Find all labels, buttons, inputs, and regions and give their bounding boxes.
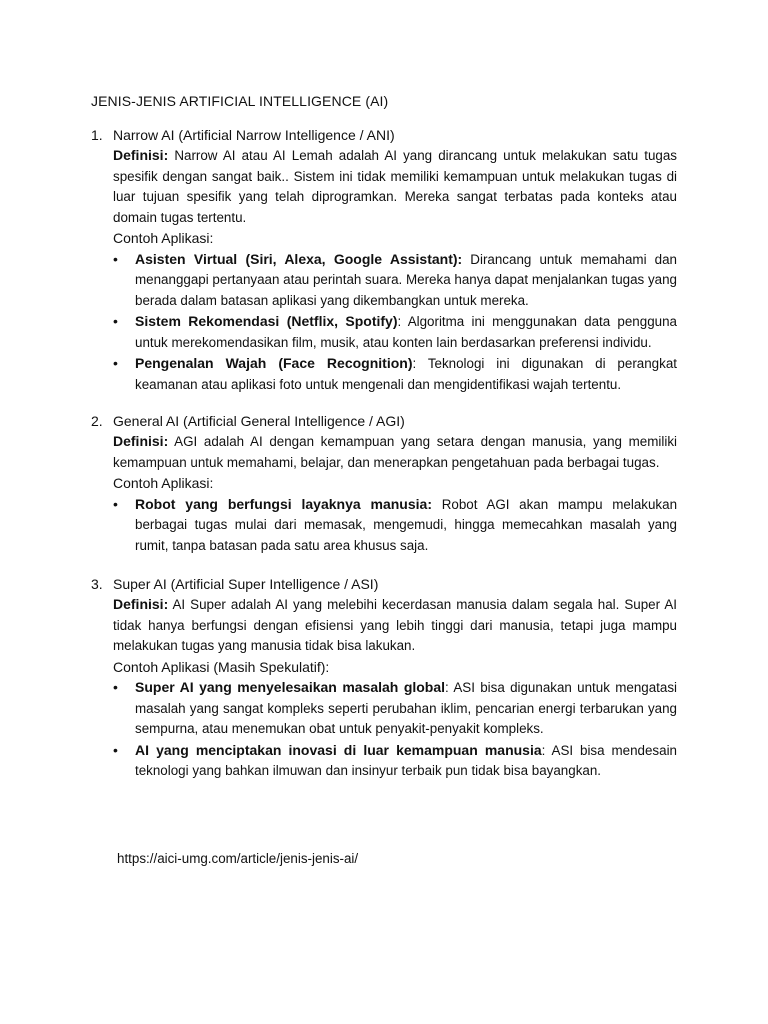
list-item — [113, 353, 677, 395]
list-item — [113, 677, 677, 740]
definition-text: AGI adalah AI dengan kemampuan yang setara dengan manusia, yang memiliki kemampuan untuk memahami, belajar, dan menerapkan pengetahuan pada berbagai tugas. — [113, 434, 677, 470]
bullet-icon: • — [113, 679, 118, 695]
section-title: General AI (Artificial General Intelligence / AGI) — [113, 413, 405, 429]
definition-label: Definisi: — [113, 433, 169, 449]
example-list — [113, 494, 677, 557]
source-url: https://aici-umg.com/article/jenis-jenis-ai/ — [117, 851, 359, 866]
bullet-lead: Pengenalan Wajah (Face Recognition) — [135, 355, 413, 371]
bullet-icon: • — [113, 495, 118, 512]
bullet-lead: Robot yang berfungsi layaknya manusia: — [135, 495, 432, 512]
definition-text: Narrow AI atau AI Lemah adalah AI yang dirancang untuk melakukan satu tugas spesifik dengan sangat baik.. Sistem ini tidak memiliki kemampuan untuk melakukan tugas di luar tujuan spesifik yang telah diprogramkan. Mereka sangat terbatas pada konteks atau domain tugas tertentu. — [113, 148, 677, 225]
bullet-lead: AI yang menciptakan inovasi di luar kemampuan manusia — [135, 741, 542, 758]
section-number: 3. — [91, 576, 103, 592]
bullet-text: : ASI bisa mendesain teknologi yang bahkan ilmuwan dan insinyur terbaik pun tidak bisa bayangkan. — [135, 742, 677, 778]
definition-text: AI Super adalah AI yang melebihi kecerdasan manusia dalam segala hal. Super AI tidak hanya berfungsi dengan efisiensi yang lebih tinggi dari manusia, tetapi juga mampu melakukan tugas yang manusia tidak bisa lakukan. — [113, 597, 677, 653]
bullet-lead: Super AI yang menyelesaikan masalah global — [135, 679, 446, 695]
section-heading — [91, 125, 677, 145]
definition-paragraph — [113, 594, 677, 657]
bullet-icon: • — [113, 741, 118, 758]
bullet-text: Dirancang untuk memahami dan menanggapi pertanyaan atau perintah suara. Mereka hanya dapat menjalankan tugas yang berada dalam batasan aplikasi yang dikembangkan untuk mereka. — [135, 251, 677, 308]
section-number: 2. — [91, 413, 103, 429]
examples-heading: Contoh Aplikasi: — [113, 475, 214, 491]
bullet-icon: • — [113, 355, 118, 371]
document-title: JENIS-JENIS ARTIFICIAL INTELLIGENCE (AI) — [91, 93, 389, 109]
section-number: 1. — [91, 127, 103, 143]
definition-label: Definisi: — [113, 596, 169, 612]
example-list — [113, 677, 677, 782]
bullet-text: : Teknologi ini digunakan di perangkat keamanan atau aplikasi foto untuk mengenali dan mengidentifikasi wajah tertentu. — [135, 356, 677, 392]
section-title: Narrow AI (Artificial Narrow Intelligence / ANI) — [113, 127, 395, 143]
example-list — [113, 249, 677, 396]
section-general-ai — [91, 411, 677, 556]
list-item — [113, 494, 677, 557]
section-super-ai — [91, 574, 677, 782]
examples-heading: Contoh Aplikasi: — [113, 230, 214, 246]
bullet-icon: • — [113, 250, 118, 267]
definition-paragraph — [113, 145, 677, 228]
list-item — [113, 740, 677, 782]
bullet-lead: Asisten Virtual (Siri, Alexa, Google Assistant): — [135, 250, 463, 267]
bullet-lead: Sistem Rekomendasi (Netflix, Spotify) — [135, 313, 398, 329]
bullet-text: : ASI bisa digunakan untuk mengatasi masalah yang sangat kompleks seperti perubahan iklim, pencarian energi terbarukan yang sempurna, atau menemukan obat untuk penyakit-penyakit kompleks. — [135, 680, 678, 736]
list-item — [113, 311, 677, 353]
definition-label: Definisi: — [113, 147, 169, 163]
definition-paragraph — [113, 431, 677, 473]
section-heading — [91, 574, 677, 594]
section-narrow-ai — [91, 125, 677, 395]
bullet-icon: • — [113, 313, 118, 329]
section-heading — [91, 411, 677, 431]
list-item — [113, 249, 677, 312]
examples-heading: Contoh Aplikasi (Masih Spekulatif): — [113, 658, 330, 675]
bullet-text: Robot AGI akan mampu melakukan berbagai tugas mulai dari memasak, mengemudi, hingga memecahkan masalah yang rumit, tanpa batasan pada satu area khusus saja. — [135, 496, 678, 553]
bullet-text: : Algoritma ini menggunakan data pengguna untuk merekomendasikan film, musik, atau konten lain berdasarkan preferensi individu. — [135, 314, 677, 350]
section-title: Super AI (Artificial Super Intelligence / ASI) — [113, 576, 379, 592]
